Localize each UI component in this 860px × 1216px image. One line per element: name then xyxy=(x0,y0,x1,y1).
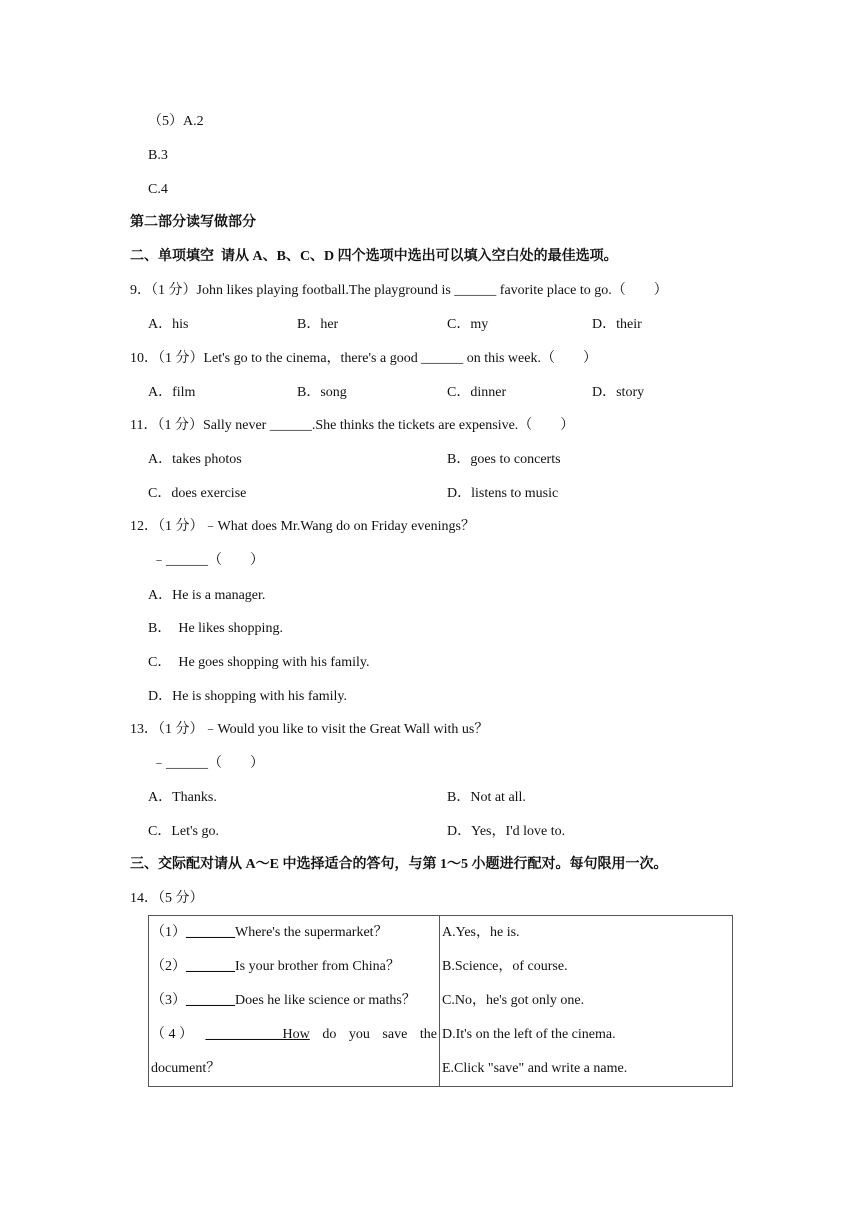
q9-option-a: A．his xyxy=(148,317,189,332)
section3-title: 三、交际配对请从 A～E 中选择适合的答句，与第 1～5 小题进行配对。每句限用一次。 xyxy=(130,857,668,872)
prev-q5-option-b: B.3 xyxy=(148,148,168,163)
q9-stem: 9．（1 分）John likes playing football.The playground is ______ favorite place to go.（ ） xyxy=(130,283,668,298)
prev-q5-option-c: C.4 xyxy=(148,182,168,197)
q12-option-a: A．He is a manager. xyxy=(148,588,266,603)
prev-q5-option-a: （5）A.2 xyxy=(148,114,204,129)
q13-answer-blank: ﹣______（ ） xyxy=(152,756,264,771)
q12-option-b: B． He likes shopping. xyxy=(148,621,283,636)
match-question-2: （2）_______Is your brother from China？ xyxy=(151,959,400,974)
match-answer-c: C.No，he's got only one. xyxy=(442,993,585,1008)
q11-option-b: B．goes to concerts xyxy=(447,452,561,467)
q10-option-a: A．film xyxy=(148,385,196,400)
q12-answer-blank: ﹣______（ ） xyxy=(152,553,264,568)
q13-stem: 13．（1 分）﹣Would you like to visit the Great Wall with us？ xyxy=(130,722,489,737)
match-question-4: （ 4 ） ___________How do you save the xyxy=(151,1027,437,1042)
q11-option-a: A．takes photos xyxy=(148,452,242,467)
q10-option-b: B．song xyxy=(297,385,347,400)
q12-stem: 12．（1 分）﹣What does Mr.Wang do on Friday evenings？ xyxy=(130,519,475,534)
part2-title: 第二部分读写做部分 xyxy=(130,215,256,230)
q10-option-c: C．dinner xyxy=(447,385,507,400)
match-question-4-continued: document？ xyxy=(151,1061,221,1076)
q9-option-b: B．her xyxy=(297,317,339,332)
q13-option-c: C．Let's go. xyxy=(148,824,219,839)
section2-title: 二、单项填空 请从 A、B、C、D 四个选项中选出可以填入空白处的最佳选项。 xyxy=(130,249,618,264)
q11-stem: 11．（1 分）Sally never ______.She thinks the tickets are expensive.（ ） xyxy=(130,418,575,433)
match-question-3: （3）_______Does he like science or maths？ xyxy=(151,993,416,1008)
matching-answers-column xyxy=(440,916,733,1087)
q12-option-d: D．He is shopping with his family. xyxy=(148,689,347,704)
q10-stem: 10．（1 分）Let's go to the cinema，there's a good ______ on this week.（ ） xyxy=(130,351,597,366)
q13-option-d: D．Yes，I'd love to. xyxy=(447,824,566,839)
q11-option-c: C．does exercise xyxy=(148,486,247,501)
q13-option-b: B．Not at all. xyxy=(447,790,526,805)
match-answer-b: B.Science，of course. xyxy=(442,959,568,974)
matching-questions-column xyxy=(149,916,440,1087)
q9-option-c: C．my xyxy=(447,317,489,332)
q14-stem: 14．（5 分） xyxy=(130,891,204,906)
match-answer-e: E.Click "save" and write a name. xyxy=(442,1061,628,1076)
matching-table xyxy=(148,915,733,1087)
q9-option-d: D．their xyxy=(592,317,642,332)
match-answer-d: D.It's on the left of the cinema. xyxy=(442,1027,616,1042)
q11-option-d: D．listens to music xyxy=(447,486,559,501)
match-answer-a: A.Yes，he is. xyxy=(442,925,520,940)
q12-option-c: C． He goes shopping with his family. xyxy=(148,655,370,670)
q13-option-a: A．Thanks. xyxy=(148,790,217,805)
match-question-1: （1）_______Where's the supermarket？ xyxy=(151,925,388,940)
q10-option-d: D．story xyxy=(592,385,645,400)
